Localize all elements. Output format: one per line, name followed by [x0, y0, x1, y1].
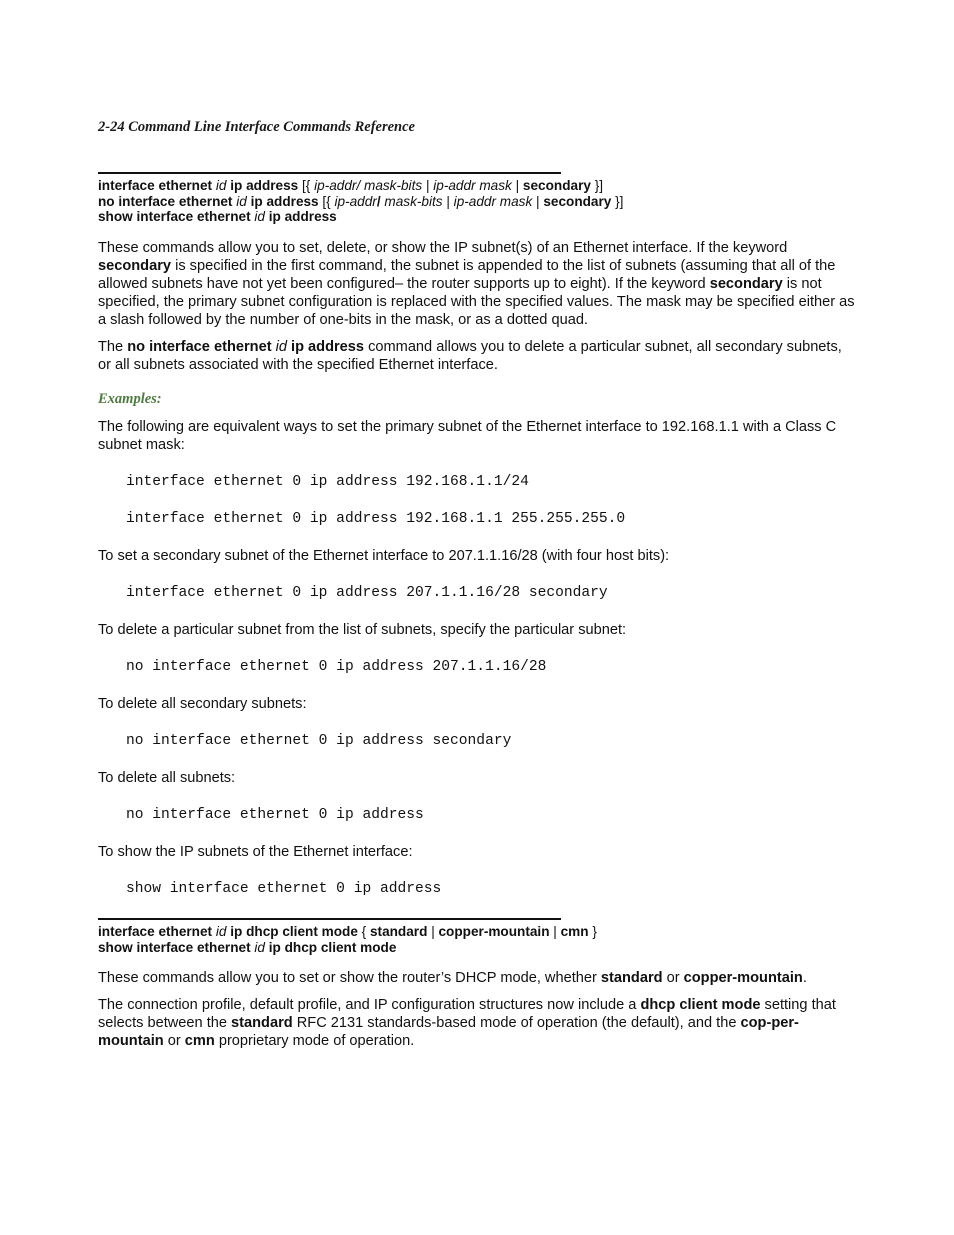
dhcp-detail-paragraph: The connection profile, default profile, and IP configuration structures now include a dhcp client mode setting that selects between the standard RFC 2131 standards-based mode of operation (the default), and the cop-per-mountain or cmn proprietary mode of operation.	[98, 997, 836, 1049]
section-rule	[98, 172, 561, 174]
running-head: 2-24 Command Line Interface Commands Reference	[98, 119, 415, 135]
example-1-code-a: interface ethernet 0 ip address 192.168.1.1/24	[126, 474, 529, 490]
synopsis-line-set-dhcp: interface ethernet id ip dhcp client mode { standard | copper-mountain | cmn }	[98, 924, 597, 939]
section-rule	[98, 918, 561, 920]
example-2-text: To set a secondary subnet of the Ethernet interface to 207.1.1.16/28 (with four host bits):	[98, 548, 670, 564]
synopsis-line-set: interface ethernet id ip address [{ ip-addr/ mask-bits | ip-addr mask | secondary }]	[98, 178, 604, 193]
example-6-text: To show the IP subnets of the Ethernet interface:	[98, 844, 413, 860]
dhcp-description-paragraph: These commands allow you to set or show the router’s DHCP mode, whether standard or copper-mountain.	[98, 970, 807, 986]
example-4-code: no interface ethernet 0 ip address secondary	[126, 733, 512, 749]
no-command-paragraph: The no interface ethernet id ip address command allows you to delete a particular subnet, all secondary subnets, or all subnets associated with the specified Ethernet interface.	[98, 339, 842, 373]
description-paragraph: These commands allow you to set, delete, or show the IP subnet(s) of an Ethernet interface. If the keyword secondary is specified in the first command, the subnet is appended to the list of subnets (assuming that all of the allowed subnets have not yet been configured– the router supports up to eight). If the keyword secondary is not specified, the primary subnet configuration is replaced with the specified values. The mask may be specified either as a slash followed by the number of one-bits in the mask, or as a dotted quad.	[98, 240, 855, 328]
example-5-text: To delete all subnets:	[98, 770, 236, 786]
synopsis-line-show-dhcp: show interface ethernet id ip dhcp client mode	[98, 939, 397, 955]
synopsis-line-delete: no interface ethernet id ip address [{ ip-addr/ mask-bits | ip-addr mask | secondary }]	[98, 193, 624, 209]
example-1-code-b: interface ethernet 0 ip address 192.168.1.1 255.255.255.0	[126, 511, 626, 527]
example-1-text: The following are equivalent ways to set the primary subnet of the Ethernet interface to 192.168.1.1 with a Class C subnet mask:	[98, 419, 837, 453]
examples-heading: Examples:	[98, 391, 162, 407]
example-4-text: To delete all secondary subnets:	[98, 696, 307, 712]
example-3-text: To delete a particular subnet from the list of subnets, specify the particular subnet:	[98, 622, 627, 638]
example-3-code: no interface ethernet 0 ip address 207.1.1.16/28	[126, 659, 547, 675]
command-synopsis-dhcp-client-mode	[98, 918, 858, 955]
example-6-code: show interface ethernet 0 ip address	[126, 881, 442, 897]
synopsis-line-show: show interface ethernet id ip address	[98, 209, 337, 224]
example-5-code: no interface ethernet 0 ip address	[126, 807, 424, 823]
command-synopsis-ip-address	[98, 172, 858, 225]
example-2-code: interface ethernet 0 ip address 207.1.1.16/28 secondary	[126, 585, 608, 601]
